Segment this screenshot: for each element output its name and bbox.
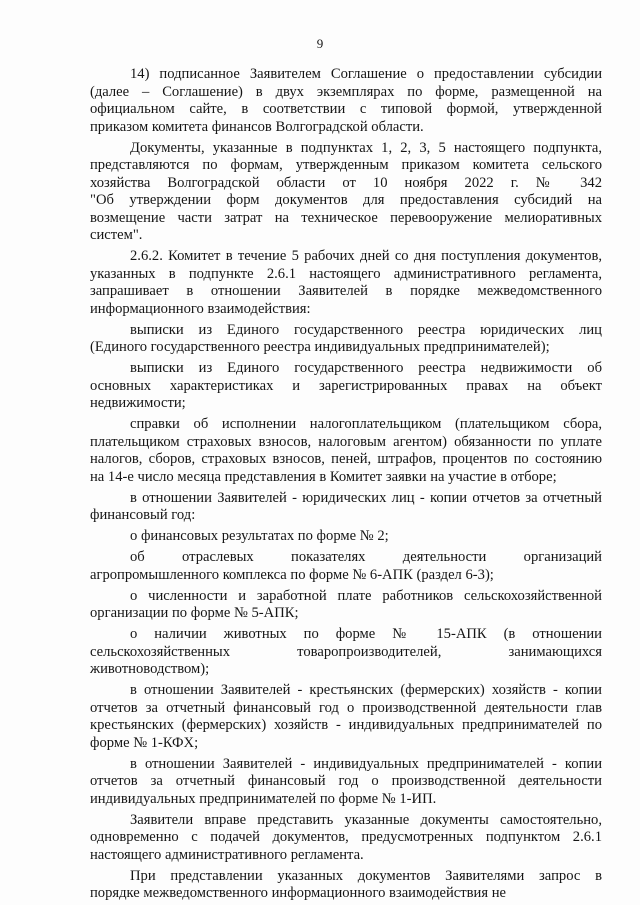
paragraph [90, 528, 602, 546]
text-line: справки об исполнении налогоплательщиком (плательщиком сбора, [130, 416, 602, 432]
paragraph [90, 416, 602, 486]
text-line: (далее – Соглашение) в двух экземплярах по форме, размещенной на [90, 83, 602, 100]
text-line: При представлении указанных документов Заявителями запрос в [130, 867, 602, 884]
text-line: приказом комитета финансов Волгоградской области. [90, 118, 424, 135]
paragraph [90, 626, 602, 679]
text-line: представляются по формам, утвержденным приказом комитета сельского [90, 157, 602, 173]
text-line: официальном сайте, в соответствии с типовой формой, утвержденной [90, 101, 602, 117]
text-line: запрашивает в отношении Заявителей в порядке межведомственного [90, 283, 602, 299]
text-line: отчетов за отчетный финансовый год о производственной деятельности [90, 773, 602, 789]
paragraph [90, 248, 602, 318]
paragraph [90, 490, 602, 525]
text-line: в отношении Заявителей - индивидуальных предпринимателей - копии [130, 755, 602, 772]
text-line: животноводством); [90, 661, 210, 677]
text-line: одновременно с подачей документов, предусмотренных подпунктом 2.6.1 [90, 829, 602, 845]
text-line: хозяйства Волгоградской области от 10 ноября 2022 г. № 342 [90, 174, 602, 191]
paragraph [90, 812, 602, 865]
paragraph [90, 360, 602, 413]
paragraph [90, 682, 602, 752]
paragraph [90, 322, 602, 357]
page-number: 9 [316, 36, 324, 51]
text-line: агропромышленного комплекса по форме № 6-АПК (раздел 6-3); [90, 566, 494, 583]
text-line: систем". [90, 227, 143, 243]
text-line: отчетов за отчетный финансовый год о производственной деятельности глав [90, 699, 602, 716]
text-line: на 14-е число месяца представления в Комитет заявки на участие в отборе; [90, 468, 557, 485]
text-line: (Единого государственного реестра индивидуальных предпринимателей); [90, 339, 550, 355]
paragraph [90, 756, 602, 809]
text-line: налогов, сборов, страховых взносов, пеней, штрафов, процентов по состоянию [90, 451, 602, 467]
text-line: в отношении Заявителей - юридических лиц - копии отчетов за отчетный [130, 489, 602, 506]
document-body [90, 66, 602, 903]
text-line: о финансовых результатах по форме № 2; [130, 528, 389, 544]
paragraph [90, 140, 602, 245]
text-line: о численности и заработной плате работников сельскохозяйственной [130, 587, 602, 604]
paragraph [90, 868, 602, 903]
text-line: индивидуальных предпринимателей по форме № 1-ИП. [90, 790, 437, 807]
text-line: форме № 1-КФХ; [90, 734, 199, 751]
text-line: 14) подписанное Заявителем Соглашение о предоставлении субсидии [130, 66, 602, 82]
text-line: указанных в подпункте 2.6.1 настоящего административного регламента, [90, 265, 602, 282]
text-line: основных характеристиках и зарегистрированных правах на объект [90, 377, 602, 394]
text-line: сельскохозяйственных товаропроизводителей, занимающихся [90, 643, 602, 660]
text-line: организации по форме № 5-АПК; [90, 605, 299, 621]
paragraph [90, 66, 602, 136]
text-line: 2.6.2. Комитет в течение 5 рабочих дней со дня поступления документов, [130, 248, 602, 264]
text-line: недвижимости; [90, 395, 186, 411]
text-line: порядке межведомственного информационного взаимодействия не [90, 885, 507, 901]
text-line: "Об утверждении форм документов для предоставления субсидий на [90, 192, 602, 208]
text-line: выписки из Единого государственного реестра юридических лиц [130, 321, 602, 338]
text-line: выписки из Единого государственного реестра недвижимости об [130, 360, 602, 376]
text-line: информационного взаимодействия: [90, 300, 311, 317]
paragraph [90, 549, 602, 584]
paragraph [90, 588, 602, 623]
text-line: плательщиком страховых взносов, налоговым агентом) обязанности по уплате [90, 433, 602, 450]
text-line: в отношении Заявителей - крестьянских (фермерских) хозяйств - копии [130, 682, 602, 698]
text-line: настоящего административного регламента. [90, 846, 364, 863]
text-line: об отраслевых показателях деятельности организаций [130, 549, 602, 565]
text-line: финансовый год: [90, 507, 196, 523]
text-line: о наличии животных по форме № 15-АПК (в отношении [130, 626, 602, 642]
text-line: Документы, указанные в подпунктах 1, 2, 3, 5 настоящего подпункта, [130, 139, 602, 156]
text-line: крестьянских (фермерских) хозяйств - индивидуальных предпринимателей по [90, 717, 602, 733]
text-line: Заявители вправе представить указанные документы самостоятельно, [130, 811, 602, 828]
text-line: возмещение части затрат на техническое перевооружение мелиоративных [90, 209, 602, 226]
